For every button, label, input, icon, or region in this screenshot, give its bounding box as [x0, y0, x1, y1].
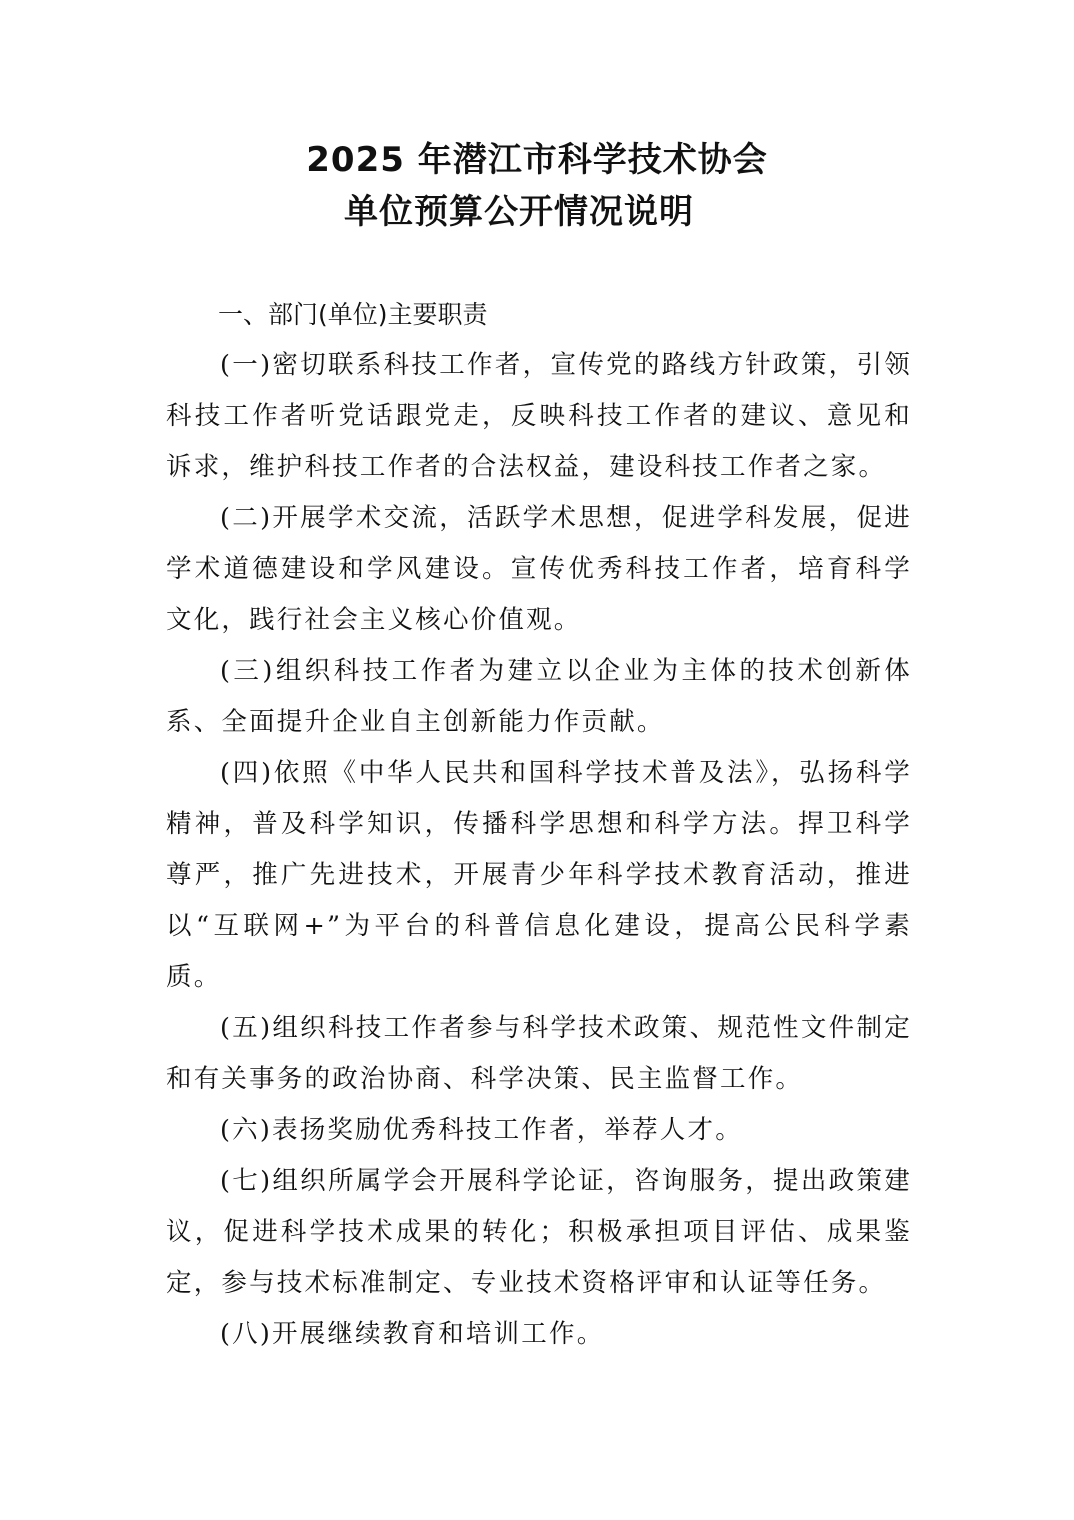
document-title — [0, 134, 1074, 238]
section-heading: 一、部门(单位)主要职责 — [218, 300, 488, 329]
paragraph-6: (六)表扬奖励优秀科技工作者，举荐人才。 — [220, 1115, 743, 1145]
document-body — [166, 290, 912, 1360]
paragraph-7: (七)组织所属学会开展科学论证，咨询服务，提出政策建议，促进科学技术成果的转化；积极承担项目评估、成果鉴定，参与技术标准制定、专业技术资格评审和认证等任务。 — [166, 1166, 912, 1298]
title-line-2: 单位预算公开情况说明 — [344, 192, 694, 232]
paragraph-3: (三)组织科技工作者为建立以企业为主体的技术创新体系、全面提升企业自主创新能力作贡献。 — [166, 656, 912, 737]
paragraph-5: (五)组织科技工作者参与科学技术政策、规范性文件制定和有关事务的政治协商、科学决策、民主监督工作。 — [166, 1013, 912, 1094]
title-line-1: 2025 年潜江市科学技术协会 — [306, 140, 768, 180]
paragraph-8: (八)开展继续教育和培训工作。 — [220, 1319, 605, 1349]
paragraph-4: (四)依照《中华人民共和国科学技术普及法》，弘扬科学精神，普及科学知识，传播科学思想和科学方法。捍卫科学尊严，推广先进技术，开展青少年科学技术教育活动，推进以“互联网+”为平台的科普信息化建设，提高公民科学素质。 — [166, 758, 912, 992]
paragraph-2: (二)开展学术交流，活跃学术思想，促进学科发展，促进学术道德建设和学风建设。宣传优秀科技工作者，培育科学文化，践行社会主义核心价值观。 — [166, 503, 912, 635]
paragraph-1: (一)密切联系科技工作者，宣传党的路线方针政策，引领科技工作者听党话跟党走，反映科技工作者的建议、意见和诉求，维护科技工作者的合法权益，建设科技工作者之家。 — [166, 350, 912, 482]
